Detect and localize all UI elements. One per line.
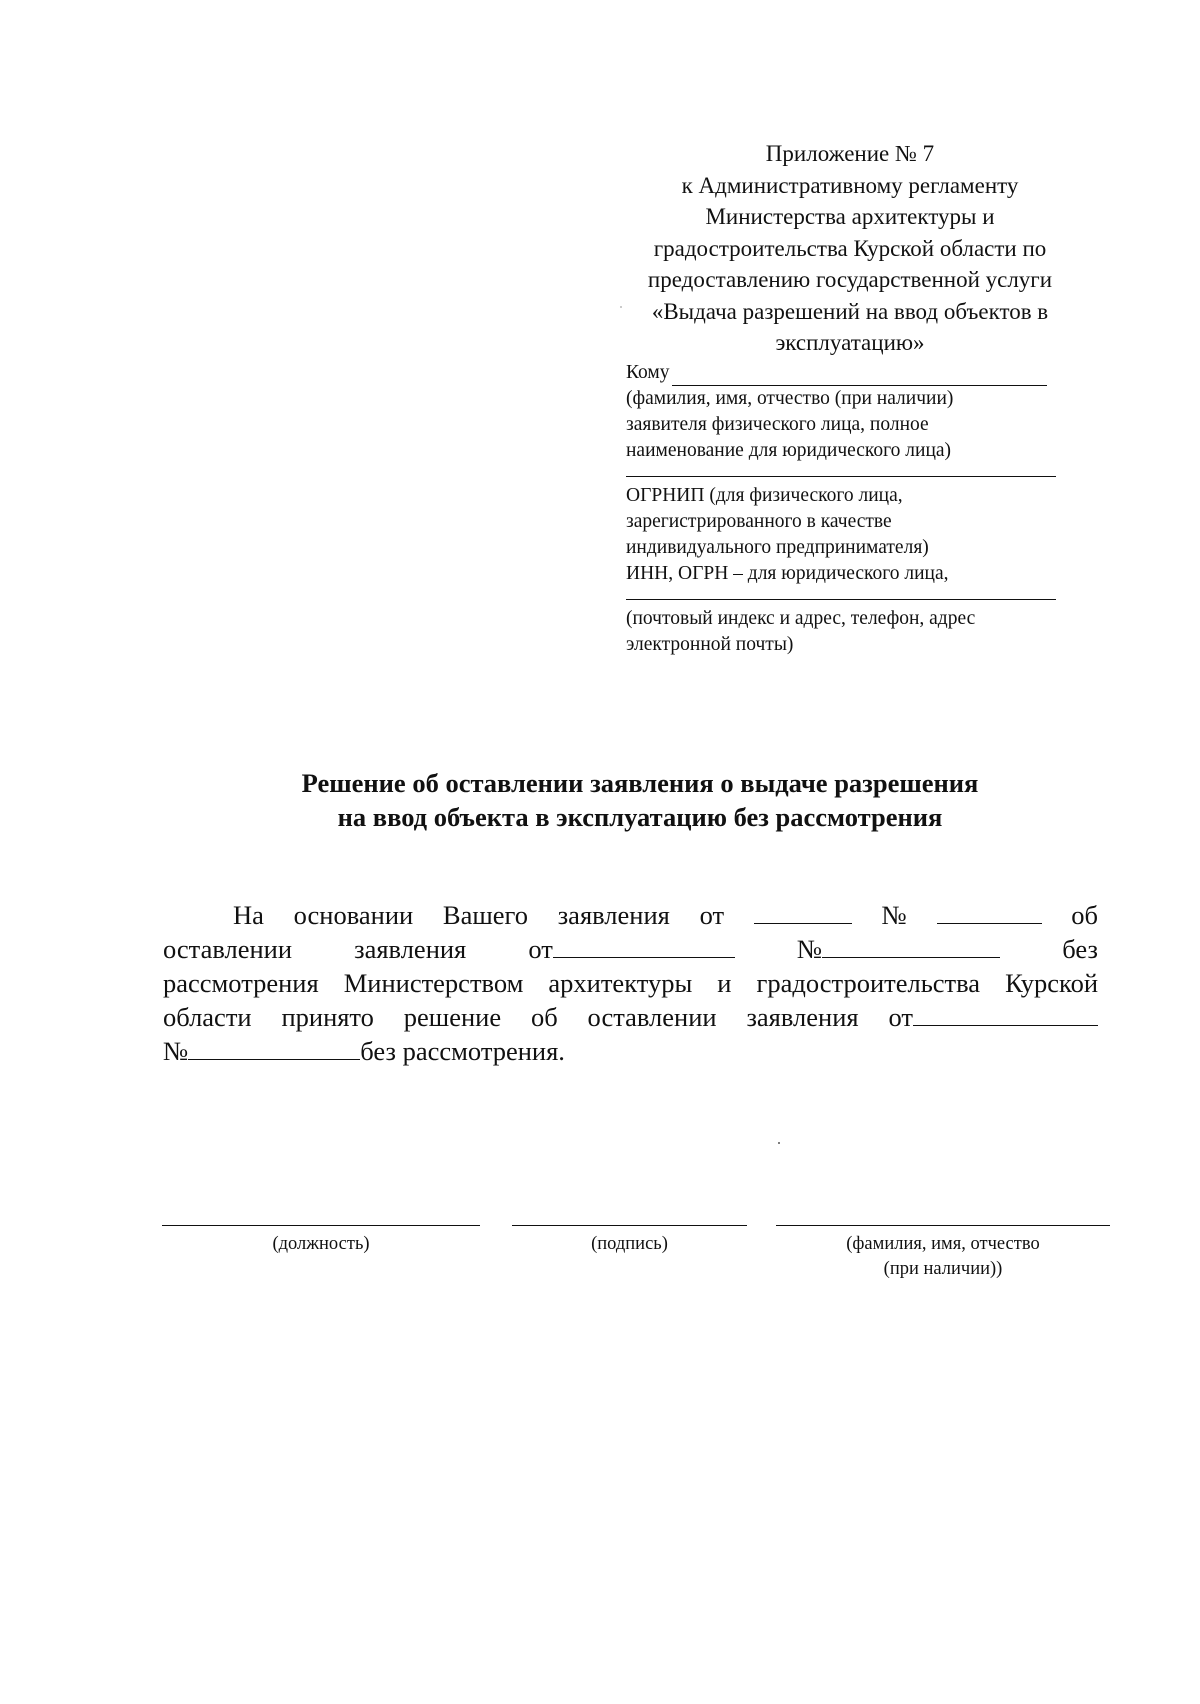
date-blank [913, 1003, 1098, 1026]
paragraph-line-3 [163, 966, 1098, 1000]
addressee-note: (фамилия, имя, отчество (при наличии) [626, 388, 954, 409]
addressee-note: ИНН, ОГРН – для юридического лица, [626, 563, 949, 584]
blank-line [626, 464, 1056, 477]
appendix-line: градостроительства Курской области по [653, 235, 1047, 261]
word: архитектуры [548, 968, 693, 998]
word: градостроительства [756, 968, 981, 998]
word: На [233, 900, 264, 930]
number-blank [937, 901, 1042, 924]
appendix-line: эксплуатацию» [775, 330, 925, 355]
signature-line [512, 1225, 747, 1226]
to-label: Кому [626, 362, 670, 383]
number-sign: № [881, 900, 907, 930]
addressee-note: (почтовый индекс и адрес, телефон, адрес [626, 608, 976, 629]
title-line-1: Решение об оставлении заявления о выдаче разрешения [301, 768, 979, 798]
appendix-line: Министерства архитектуры и [705, 204, 995, 229]
date-field [888, 1000, 1097, 1034]
word: от [888, 1002, 913, 1032]
word: от [528, 934, 553, 964]
word: решение [403, 1002, 502, 1032]
word: об [530, 1002, 558, 1032]
decision-paragraph [163, 898, 1098, 1068]
addressee-note: электронной почты) [626, 634, 794, 655]
date-blank [553, 935, 735, 958]
appendix-header [600, 138, 1100, 359]
word: об [1071, 900, 1098, 930]
word: Курской [1005, 968, 1098, 998]
word: основании [293, 900, 414, 930]
date-blank [754, 901, 852, 924]
to-line [626, 360, 1066, 386]
appendix-line: предоставлению государственной услуги [647, 267, 1053, 292]
document-title [0, 766, 1200, 834]
word: принято [281, 1002, 374, 1032]
paragraph-line-1 [163, 898, 1098, 932]
addressee-note: индивидуального предпринимателя) [626, 537, 929, 558]
number-sign: № [796, 934, 823, 964]
word: без [1062, 934, 1098, 964]
word: заявления [354, 934, 467, 964]
addressee-block [626, 360, 1066, 658]
number-blank [822, 935, 1000, 958]
name-line [776, 1225, 1110, 1226]
word: заявления [746, 1002, 859, 1032]
position-caption: (должность) [272, 1234, 370, 1254]
addressee-note: зарегистрированного в качестве [626, 511, 892, 532]
name-caption-line: (фамилия, имя, отчество [846, 1234, 1040, 1254]
number-sign: № [163, 1036, 189, 1066]
scan-speck [620, 306, 622, 308]
to-blank-line [672, 363, 1047, 386]
paragraph-line-5 [163, 1034, 1098, 1068]
number-field [797, 932, 1000, 966]
word: оставлении [163, 934, 293, 964]
word: области [163, 1002, 252, 1032]
title-line-2: на ввод объекта в эксплуатацию без рассмотрения [337, 802, 943, 832]
word: рассмотрения [163, 968, 319, 998]
blank-line [626, 587, 1056, 600]
closing-text: без рассмотрения. [360, 1036, 565, 1066]
name-caption-line: (при наличии)) [883, 1259, 1003, 1279]
position-line [162, 1225, 480, 1226]
word: оставлении [587, 1002, 717, 1032]
appendix-line: Приложение № 7 [765, 141, 935, 166]
number-blank [188, 1037, 360, 1060]
word: Вашего [442, 900, 528, 930]
name-caption [776, 1232, 1110, 1282]
date-field [528, 932, 734, 966]
word: заявления [557, 900, 670, 930]
appendix-line: к Административному регламенту [681, 172, 1019, 198]
addressee-note: заявителя физического лица, полное [626, 414, 929, 435]
appendix-line: «Выдача разрешений на ввод объектов в [651, 298, 1049, 324]
paragraph-line-4 [163, 1000, 1098, 1034]
word: Министерством [343, 968, 524, 998]
addressee-note: наименование для юридического лица) [626, 440, 952, 461]
paragraph-line-2 [163, 932, 1098, 966]
word: и [717, 968, 732, 998]
addressee-note: ОГРНИП (для физического лица, [626, 485, 903, 506]
word: от [699, 900, 725, 930]
scan-speck [778, 1142, 780, 1144]
signature-caption: (подпись) [591, 1234, 668, 1254]
